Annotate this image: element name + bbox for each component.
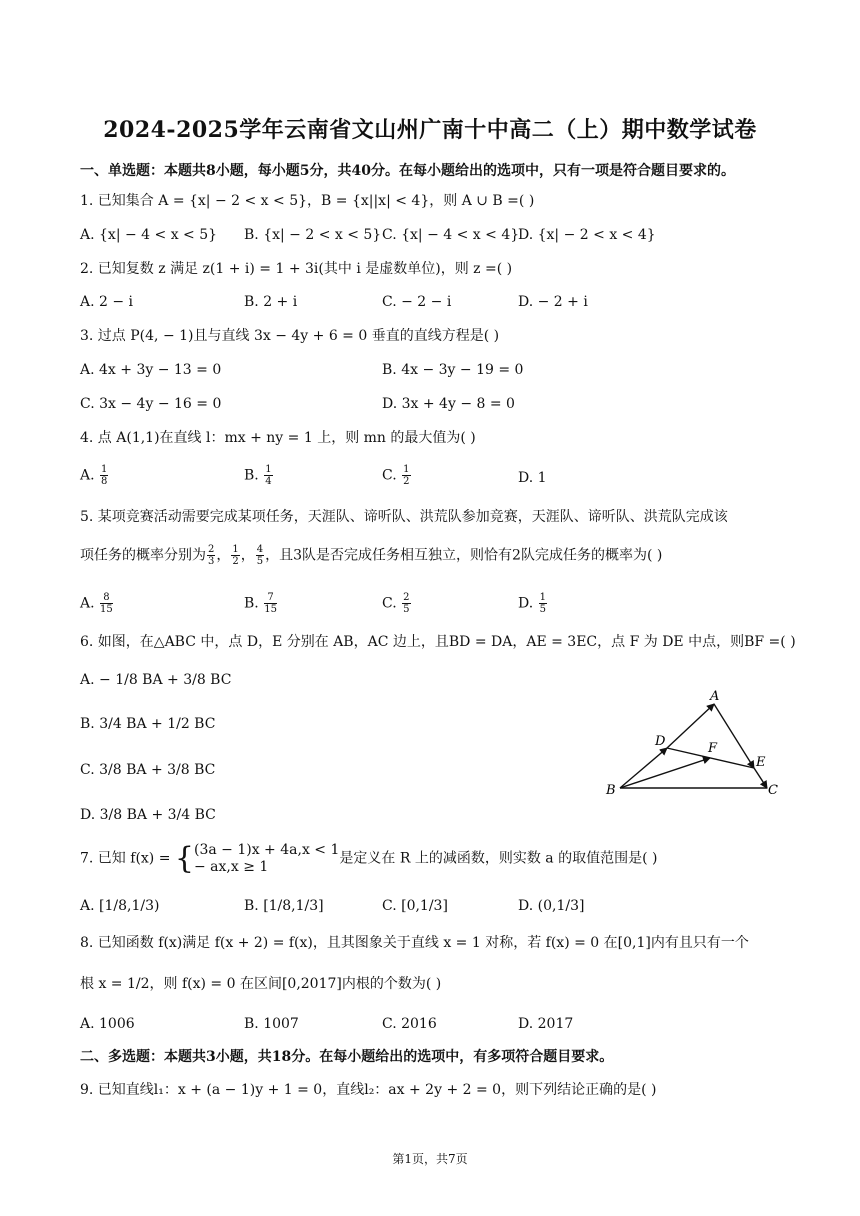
q5-stem-prefix: 项任务的概率分别为 [80, 547, 206, 564]
section-2-heading: 二、多选题：本题共3小题，共18分。在每小题给出的选项中，有多项符合题目要求。 [80, 1049, 614, 1065]
q6-option-d: D. 3/8 BA + 3/4 BC [80, 807, 216, 823]
q4-option-a [80, 464, 109, 487]
q4-a-fraction [100, 464, 108, 487]
label-b: B [606, 783, 616, 798]
q4-b-fraction [264, 464, 272, 487]
q5-d-label: D. [518, 595, 534, 612]
q9-stem: 9. 已知直线l₁：x + (a − 1)y + 1 = 0，直线l₂：ax + 2y + 2 = 0，则下列结论正确的是( ) [80, 1082, 657, 1098]
q5-stem-line2: 项任务的概率分别为 $\frac{2}{3}$ ， $\frac{1}{2}$ ， $\frac{4}{5}$ ，且3队是否完成任务相互独立，则恰有2队完成任务的概率为( ) [80, 544, 663, 567]
q3-option-a: A. 4x + 3y − 13 = 0 [80, 362, 222, 378]
q4-b-den: 4 [265, 476, 272, 487]
q7-piecewise [194, 842, 339, 876]
q3-stem: 3. 过点 P(4, − 1)且与直线 3x − 4y + 6 = 0 垂直的直线方程是( ) [80, 328, 500, 344]
q1-option-d: D. {x| − 2 < x < 4} [518, 227, 656, 243]
q1-option-a: A. {x| − 4 < x < 5} [80, 227, 218, 243]
q5-b-label: B. [244, 595, 259, 612]
q6-option-b: B. 3/4 BA + 1/2 BC [80, 716, 216, 732]
q4-c-fraction [402, 464, 410, 487]
q2-stem: 2. 已知复数 z 满足 z(1 + i) = 1 + 3i(其中 i 是虚数单位)，则 z =( ) [80, 261, 513, 277]
q8-option-d: D. 2017 [518, 1016, 574, 1032]
q5-p3-num: 4 [256, 544, 264, 555]
q2-option-c: C. − 2 − i [382, 294, 452, 310]
q1-option-b: B. {x| − 2 < x < 5} [244, 227, 382, 243]
q5-p1-den: 3 [208, 556, 215, 567]
q5-stem-line1: 5. 某项竞赛活动需要完成某项任务，天涯队、谛听队、洪荒队参加竞赛，天涯队、谛听队、洪荒队完成该 [80, 509, 728, 525]
q5-stem-suffix: ，且3队是否完成任务相互独立，则恰有2队完成任务的概率为( ) [265, 547, 663, 564]
q2-option-a: A. 2 − i [80, 294, 134, 310]
q4-a-label: A. [80, 467, 95, 484]
q2-option-b: B. 2 + i [244, 294, 298, 310]
q7-stem-prefix: 7. 已知 f(x) = [80, 850, 171, 867]
q4-stem: 4. 点 A(1,1)在直线 l：mx + ny = 1 上，则 mn 的最大值为( ) [80, 430, 476, 446]
q4-a-den: 8 [101, 476, 108, 487]
vector-ae [714, 704, 754, 768]
q5-p2-num: 1 [232, 544, 239, 555]
brace-icon: { [174, 841, 194, 876]
q4-c-den: 2 [403, 476, 410, 487]
q5-a-label: A. [80, 595, 95, 612]
q5-a-fraction [100, 592, 113, 615]
label-f: F [708, 741, 718, 756]
q7-option-d: D. (0,1/3] [518, 898, 585, 914]
label-e: E [756, 755, 766, 770]
q4-option-d: D. 1 [518, 470, 547, 486]
triangle-figure [600, 682, 800, 802]
q7-case-2: − ax,x ≥ 1 [194, 859, 269, 875]
q6-stem: 6. 如图，在△ABC 中，点 D，E 分别在 AB，AC 边上，且BD = DA，AE = 3EC，点 F 为 DE 中点，则BF =( ) [80, 634, 796, 650]
q3-option-d: D. 3x + 4y − 8 = 0 [382, 396, 515, 412]
q7-case-1: (3a − 1)x + 4a,x < 1 [194, 842, 340, 858]
page-title: 2024-2025学年云南省文山州广南十中高二（上）期中数学试卷 [103, 117, 757, 143]
q7-stem [80, 842, 657, 876]
q8-option-a: A. 1006 [80, 1016, 135, 1032]
vector-bd [620, 748, 667, 788]
q5-d-den: 5 [539, 604, 547, 615]
q5-c-num: 2 [403, 592, 410, 603]
q5-b-den: 15 [264, 604, 277, 615]
q5-option-c [382, 592, 412, 615]
q3-option-b: B. 4x − 3y − 19 = 0 [382, 362, 524, 378]
q7-option-c: C. [0,1/3] [382, 898, 448, 914]
q4-option-c [382, 464, 412, 487]
q5-b-num: 7 [264, 592, 277, 604]
section-1-heading: 一、单选题：本题共8小题，每小题5分，共40分。在每小题给出的选项中，只有一项是符合题目要求的。 [80, 163, 735, 179]
q5-p1-num: 2 [208, 544, 215, 555]
vector-ec [754, 768, 767, 788]
q7-stem-suffix: 是定义在 R 上的减函数，则实数 a 的取值范围是( ) [339, 850, 658, 867]
q5-a-num: 8 [100, 592, 113, 604]
q5-b-fraction [264, 592, 277, 615]
q8-stem-line2: 根 x = 1/2，则 f(x) = 0 在区间[0,2017]内根的个数为( ) [80, 976, 442, 992]
q8-stem-line1: 8. 已知函数 f(x)满足 f(x + 2) = f(x)，且其图象关于直线 x = 1 对称，若 f(x) = 0 在[0,1]内有且只有一个 [80, 935, 749, 951]
q8-option-b: B. 1007 [244, 1016, 299, 1032]
q8-option-c: C. 2016 [382, 1016, 437, 1032]
q5-d-fraction [539, 592, 547, 615]
q6-option-c: C. 3/8 BA + 3/8 BC [80, 762, 216, 778]
q7-option-a: A. [1/8,1/3) [80, 898, 160, 914]
q5-a-den: 15 [100, 604, 113, 615]
q4-c-label: C. [382, 467, 397, 484]
label-d: D [655, 734, 666, 749]
q5-p2 [231, 544, 239, 567]
q5-p3-den: 5 [256, 556, 264, 567]
q1-stem: 1. 已知集合 A = {x| − 2 < x < 5}，B = {x||x| < 4}，则 A ∪ B =( ) [80, 193, 535, 209]
label-a: A [710, 689, 720, 704]
vector-da [667, 704, 714, 748]
q5-option-b [244, 592, 278, 615]
vector-bf [620, 758, 710, 788]
q6-option-a: A. − 1/8 BA + 3/8 BC [80, 672, 232, 688]
q4-a-num: 1 [101, 464, 108, 475]
q5-c-den: 5 [403, 604, 410, 615]
label-c: C [768, 783, 778, 798]
q4-option-b [244, 464, 274, 487]
q7-option-b: B. [1/8,1/3] [244, 898, 324, 914]
q5-p1 [207, 544, 215, 567]
q5-d-num: 1 [539, 592, 547, 603]
page-footer: 第1页，共7页 [392, 1152, 468, 1166]
q5-c-fraction [402, 592, 410, 615]
q5-option-a [80, 592, 114, 615]
q1-option-c: C. {x| − 4 < x < 4} [382, 227, 520, 243]
q4-b-label: B. [244, 467, 259, 484]
q4-b-num: 1 [265, 464, 272, 475]
q4-c-num: 1 [403, 464, 410, 475]
q5-option-d [518, 592, 548, 615]
q5-p3 [256, 544, 264, 567]
q2-option-d: D. − 2 + i [518, 294, 588, 310]
q5-c-label: C. [382, 595, 397, 612]
q5-p2-den: 2 [232, 556, 239, 567]
q3-option-c: C. 3x − 4y − 16 = 0 [80, 396, 222, 412]
